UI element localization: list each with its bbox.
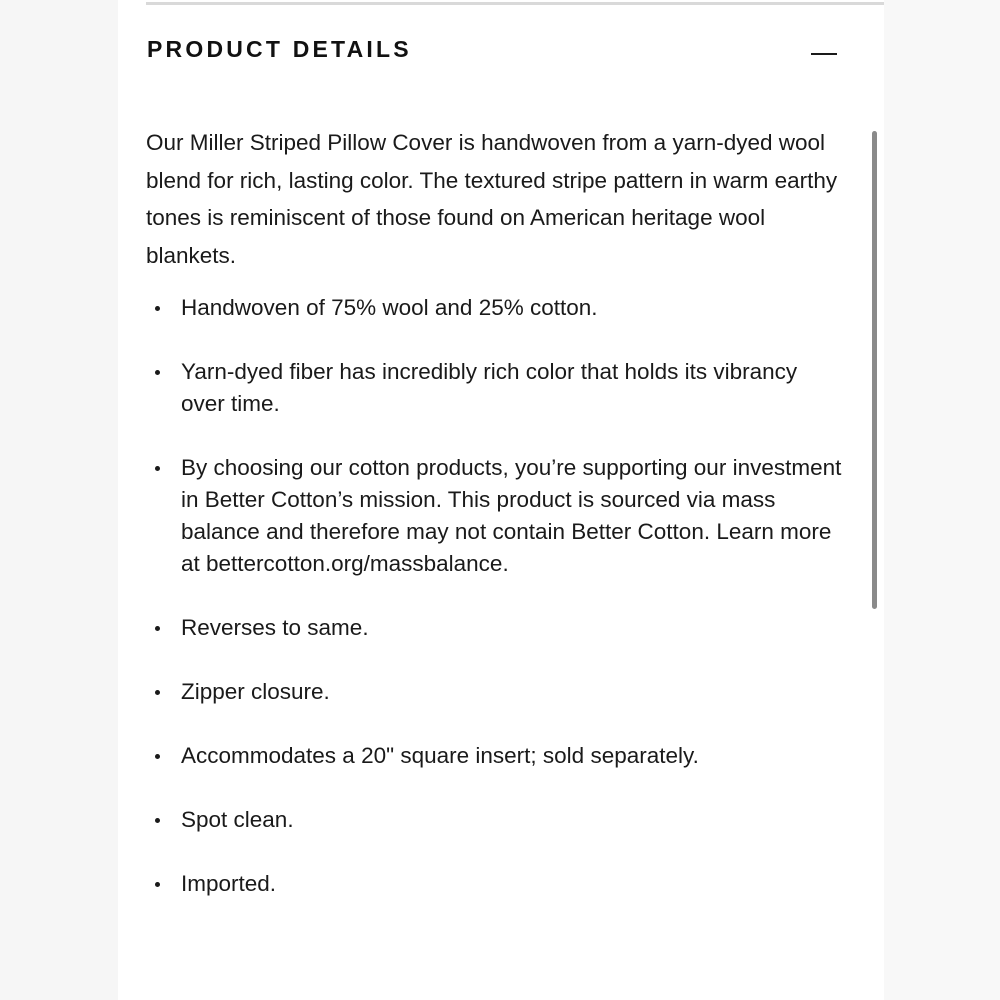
bullet-icon (155, 754, 160, 759)
product-details-panel (118, 0, 884, 1000)
list-item-text: By choosing our cotton products, you’re supporting our investment in Better Cotton’s mission. This product is sourced via mass balance and therefore may not contain Better Cotton. Learn more at bettercotton.org/massbalance. (181, 455, 842, 576)
bullet-icon (155, 306, 160, 311)
page-background-right (884, 0, 1000, 1000)
list-item-text: Reverses to same. (181, 615, 369, 640)
list-item (146, 612, 846, 644)
list-item (146, 740, 846, 772)
list-item (146, 804, 846, 836)
list-item-text: Accommodates a 20" square insert; sold separately. (181, 743, 699, 768)
list-item (146, 676, 846, 708)
list-item-text: Yarn-dyed fiber has incredibly rich color that holds its vibrancy over time. (181, 359, 798, 416)
product-details-content (146, 124, 846, 932)
section-title: PRODUCT DETAILS (147, 36, 412, 62)
list-item-text: Zipper closure. (181, 679, 330, 704)
bullet-icon (155, 882, 160, 887)
minus-icon (811, 53, 837, 55)
section-divider (146, 2, 884, 5)
list-item (146, 356, 846, 420)
list-item-text: Imported. (181, 871, 277, 896)
product-description: Our Miller Striped Pillow Cover is handwoven from a yarn-dyed wool blend for rich, lasting color. The textured stripe pattern in warm earthy tones is reminiscent of those found on American heritage wool blankets. (146, 130, 838, 268)
bullet-icon (155, 466, 160, 471)
list-item-text: Handwoven of 75% wool and 25% cotton. (181, 295, 598, 320)
bullet-icon (155, 370, 160, 375)
bullet-icon (155, 690, 160, 695)
list-item (146, 868, 846, 900)
list-item-text: Spot clean. (181, 807, 294, 832)
product-details-header[interactable] (147, 36, 847, 72)
page-background-left (0, 0, 118, 1000)
list-item (146, 452, 846, 580)
collapse-button[interactable] (807, 40, 841, 66)
bullet-icon (155, 818, 160, 823)
list-item (146, 292, 846, 324)
scrollbar-thumb[interactable] (872, 131, 877, 609)
feature-list (146, 292, 846, 900)
bullet-icon (155, 626, 160, 631)
